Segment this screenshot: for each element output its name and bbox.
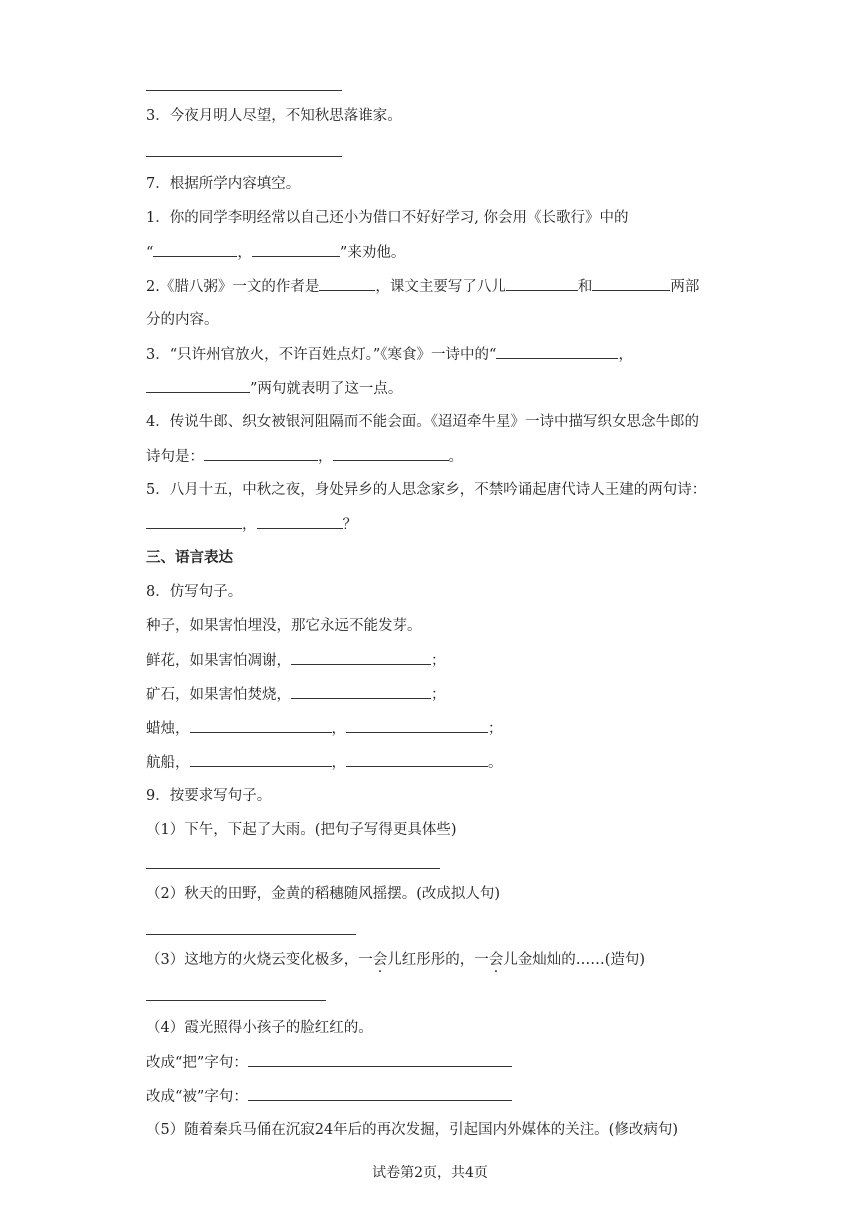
answer-line[interactable] — [146, 868, 440, 869]
answer-blank[interactable] — [496, 344, 618, 359]
text: 改成“把”字句： — [146, 1055, 248, 1071]
q7-item5-text: 5．八月十五，中秋之夜，身处异乡的人思念家乡，不禁吟诵起唐代诗人王建的两句诗： — [146, 482, 707, 498]
q7-item1-blanks — [146, 242, 405, 263]
section-title: 三、语言表达 — [146, 549, 233, 566]
answer-blank[interactable] — [346, 752, 488, 767]
answer-blank[interactable] — [592, 276, 670, 291]
answer-blank[interactable] — [257, 514, 343, 529]
text: 两部 — [670, 279, 700, 295]
text: 。 — [448, 449, 463, 465]
answer-blank[interactable] — [146, 514, 242, 529]
poem-line-3: 3．今夜月明人尽望，不知秋思落谁家。 — [146, 108, 402, 124]
text: ， — [331, 721, 346, 737]
answer-line — [146, 156, 342, 157]
text: 矿石，如果害怕焚烧， — [146, 687, 291, 703]
text: ， — [618, 347, 633, 363]
text: 诗句是： — [146, 449, 204, 465]
q7-item2-cont: 分的内容。 — [146, 312, 219, 328]
text: ”两句就表明了这一点。 — [250, 381, 403, 397]
q7-item2-text — [146, 276, 699, 297]
q7-item1-text: 1．你的同学李明经常以自己还小为借口不好好学习, 你会用《长歌行》中的 — [146, 210, 629, 226]
quote-close-text: ”来劝他。 — [339, 245, 406, 261]
q8-line1 — [146, 650, 446, 671]
question-8-title: 8．仿写句子。 — [146, 584, 243, 600]
answer-blank[interactable] — [146, 378, 250, 393]
text: ， — [318, 449, 333, 465]
question-9-title: 9．按要求写句子。 — [146, 788, 272, 804]
answer-blank[interactable] — [319, 276, 375, 291]
answer-blank[interactable] — [252, 242, 340, 257]
answer-blank[interactable] — [291, 650, 431, 665]
emphasis-dotted-text: 一会儿 — [474, 952, 518, 968]
text: 金灿灿的……(造句) — [517, 952, 646, 968]
answer-blank[interactable] — [248, 1086, 512, 1101]
quote-open: “ — [146, 245, 154, 261]
text: 航船， — [146, 755, 190, 771]
question-7-title: 7．根据所学内容填空。 — [146, 176, 301, 192]
text: ； — [488, 721, 503, 737]
answer-blank[interactable] — [204, 446, 318, 461]
q7-item3-cont — [146, 378, 402, 399]
answer-blank[interactable] — [190, 752, 332, 767]
q8-line3 — [146, 718, 503, 739]
q9-sub5: （5）随着秦兵马俑在沉寂24年后的再次发掘，引起国内外媒体的关注。(修改病句) — [146, 1122, 678, 1138]
q7-item4-cont — [146, 446, 463, 467]
q7-item4-text: 4．传说牛郎、织女被银河阻隔而不能会面。《迢迢牵牛星》一诗中描写织女思念牛郎的 — [146, 414, 699, 430]
q9-sub2: （2）秋天的田野，金黄的稻穗随风摇摆。(改成拟人句) — [146, 886, 501, 902]
q8-line4 — [146, 752, 503, 773]
text: 和 — [577, 279, 593, 295]
text: ，课文主要写了八儿 — [375, 279, 506, 295]
text: ？ — [342, 517, 357, 533]
q9-sub4-ba — [146, 1052, 512, 1073]
q9-sub1: （1）下午，下起了大雨。(把句子写得更具体些) — [146, 822, 457, 838]
text: 鲜花，如果害怕凋谢， — [146, 653, 291, 669]
answer-line — [146, 90, 342, 91]
answer-blank[interactable] — [506, 276, 578, 291]
text: 蜡烛， — [146, 721, 190, 737]
answer-line[interactable] — [146, 934, 356, 935]
answer-line[interactable] — [146, 1000, 326, 1001]
answer-blank[interactable] — [333, 446, 449, 461]
text: 。 — [488, 755, 503, 771]
emphasis-dotted-text: 一会儿 — [358, 952, 402, 968]
q7-item3-text — [146, 344, 633, 365]
q7-item5-cont — [146, 514, 357, 535]
text: 3．“只许州官放火，不许百姓点灯。”《寒食》一诗中的“ — [146, 347, 497, 363]
text: ， — [242, 517, 257, 533]
comma: ， — [237, 245, 252, 261]
q9-sub4-bei — [146, 1086, 512, 1107]
text: ； — [431, 687, 446, 703]
text: （3）这地方的火烧云变化极多， — [146, 952, 359, 968]
answer-blank[interactable] — [190, 718, 332, 733]
answer-blank[interactable] — [291, 684, 431, 699]
text: 红彤彤的， — [401, 952, 475, 968]
page-footer: 试卷第2页，共4页 — [372, 1165, 488, 1181]
text: 改成“被”字句： — [146, 1089, 248, 1105]
text: 2.《腊八粥》一文的作者是 — [146, 279, 320, 295]
q9-sub3 — [146, 950, 645, 970]
text: ， — [331, 755, 346, 771]
answer-blank[interactable] — [248, 1052, 512, 1067]
q8-line2 — [146, 684, 446, 705]
answer-blank[interactable] — [346, 718, 488, 733]
q8-example: 种子，如果害怕埋没，那它永远不能发芽。 — [146, 618, 422, 634]
answer-blank[interactable] — [153, 242, 237, 257]
text: ； — [431, 653, 446, 669]
q9-sub4: （4）霞光照得小孩子的脸红红的。 — [146, 1020, 373, 1036]
